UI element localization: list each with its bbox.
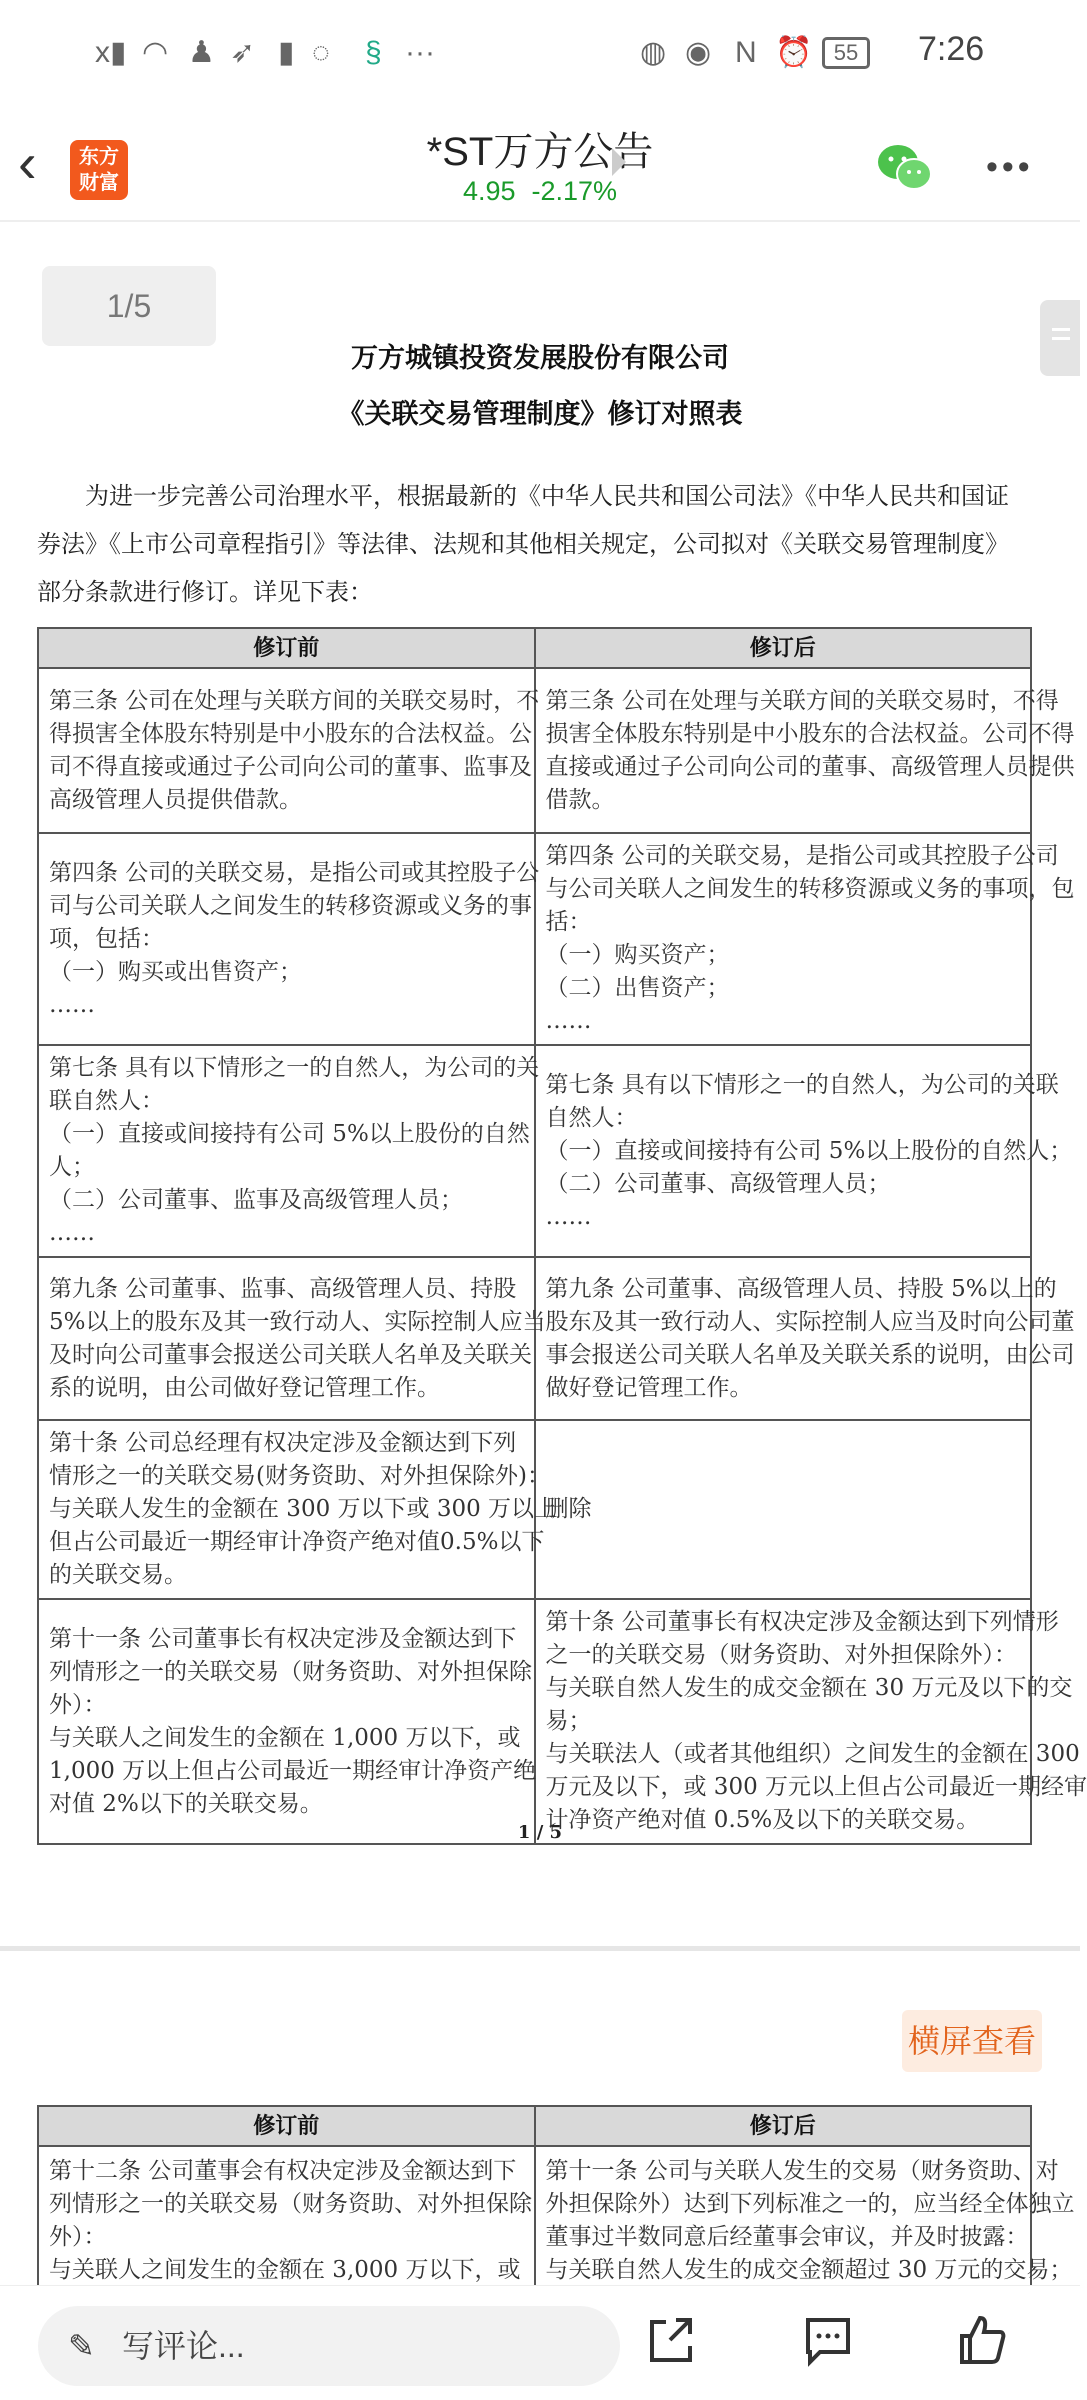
intro-paragraph (37, 472, 1037, 616)
qq-icon: ♟ (188, 36, 215, 69)
cell-before (38, 833, 540, 1045)
cell-line: 之一的关联交易（财务资助、对外担保除外）： (545, 1642, 1017, 1668)
cell-line: （二）公司董事、监事及高级管理人员； (49, 1187, 463, 1213)
cell-line: 第十二条 公司董事会有权决定涉及金额达到下 (49, 2158, 517, 2184)
cell-line: 与关联自然人发生的成交金额在 30 万元及以下的交 (545, 1675, 1073, 1701)
cell-line: 自然人： (545, 1104, 638, 1131)
cell-line: 计净资产绝对值 0.5%及以下的关联交易。 (545, 1807, 980, 1833)
paragraph-line: 部分条款进行修订。详见下表： (37, 578, 373, 606)
cell-line: 外）： (49, 1691, 107, 1718)
chat-icon: ◌ (312, 36, 330, 69)
cell-before (38, 1599, 535, 1844)
cell-line: （一）购买或出售资产； (49, 958, 302, 985)
page-title[interactable]: *ST万方公告 (426, 130, 654, 174)
thumbs-up-icon[interactable] (956, 2314, 1008, 2366)
cell-line: 情形之一的关联交易(财务资助、对外担保除外)： (49, 1463, 550, 1489)
cell-line: 括： (545, 909, 592, 935)
paragraph-line: 券法》《上市公司章程指引》等法律、法规和其他相关规定，公司拟对《关联交易管理制度》 (37, 530, 1009, 558)
bottom-bar (0, 2285, 1080, 2400)
comment-input[interactable] (38, 2306, 620, 2386)
cell-line: 第十条 公司总经理有权决定涉及金额达到下列 (49, 1430, 517, 1456)
table-row (38, 1420, 1031, 1599)
cell-line: 事会报送公司关联人名单及关联关系的说明，由公司 (545, 1341, 1075, 1368)
china-mobile-icon: § (365, 36, 382, 69)
cell-line: 人； (49, 1154, 95, 1180)
cell-line: 第七条 具有以下情形之一的自然人，为公司的关联 (545, 1071, 1059, 1098)
cell-line: 第四条 公司的关联交易，是指公司或其控股子公司 (545, 843, 1059, 869)
chevron-right-icon[interactable] (612, 148, 626, 176)
cell-line: 系的说明，由公司做好登记管理工作。 (49, 1374, 440, 1401)
cell-line: （二）出售资产； (545, 975, 730, 1001)
page-separator (0, 1946, 1080, 1951)
cell-line: 股东及其一致行动人、实际控制人应当及时向公司董 (545, 1308, 1075, 1335)
cell-line: 高级管理人员提供借款。 (49, 786, 302, 813)
stock-price: 4.95 (462, 176, 516, 206)
wifi-icon: ◠ (142, 36, 169, 69)
cell-line: 得损害全体股东特别是中小股东的合法权益。公 (49, 720, 532, 747)
stock-change: -2.17% (531, 176, 618, 206)
cell-line: 列情形之一的关联交易（财务资助、对外担保除 (49, 2191, 532, 2217)
document-subtitle: 《关联交易管理制度》修订对照表 (337, 399, 743, 430)
battery-level: 55 (833, 40, 859, 65)
column-header: 修订后 (535, 628, 1032, 668)
cell-line: 的关联交易。 (49, 1562, 187, 1588)
cell-line: （一）购买资产； (545, 942, 730, 968)
cell-before (38, 1420, 558, 1599)
cell-line: 万元及以下，或 300 万元以上但占公司最近一期经审 (545, 1774, 1087, 1800)
comment-placeholder: 写评论... (122, 2328, 245, 2364)
cell-line: 项，包括： (49, 925, 164, 952)
cell-line: 但占公司最近一期经审计净资产绝对值0.5%以下 (49, 1529, 545, 1555)
cell-line: 第十一条 公司与关联人发生的交易（财务资助、对 (545, 2158, 1059, 2184)
more-dots-icon: ··· (405, 36, 435, 69)
cell-before (38, 1257, 546, 1420)
cell-line: 第九条 公司董事、监事、高级管理人员、持股 (49, 1275, 517, 1302)
cell-line: 直接或通过子公司向公司的董事、高级管理人员提供 (545, 753, 1075, 780)
no-signal-icon: x▮ (95, 36, 127, 69)
eye-icon: ◉ (685, 36, 712, 69)
cell-line: （二）公司董事、高级管理人员； (545, 1170, 891, 1197)
page-footer: 1 / 5 (517, 1822, 563, 1843)
cell-line: 与关联人之间发生的金额在 1,000 万以下，或 (49, 1724, 521, 1751)
wechat-share-icon[interactable] (876, 142, 934, 192)
table-row (38, 1599, 1031, 1844)
clock: 7:26 (918, 30, 985, 68)
status-bar (0, 0, 1080, 100)
cell-line: 外担保除外）达到下列标准之一的，应当经全体独立 (545, 2191, 1075, 2217)
pen-icon: ✎ (68, 2328, 95, 2364)
cell-line: 易； (545, 1708, 592, 1734)
cell-line: 与关联自然人发生的成交金额超过 30 万元的交易； (545, 2257, 1073, 2283)
cell-line: 第四条 公司的关联交易，是指公司或其控股子公 (49, 859, 540, 886)
cell-line: 司不得直接或通过子公司向公司的董事、监事及 (49, 753, 532, 780)
cell-line: 删除 (545, 1496, 592, 1522)
cell-line: 第十一条 公司董事长有权决定涉及金额达到下 (49, 1625, 517, 1652)
cell-line: 损害全体股东特别是中小股东的合法权益。公司不得 (545, 720, 1075, 747)
cell-line: 董事过半数同意后经董事会审议，并及时披露： (545, 2224, 1029, 2250)
cell-line: 5%以上的股东及其一致行动人、实际控制人应当 (49, 1308, 546, 1335)
data-saver-icon: ◍ (640, 36, 667, 69)
comparison-table-page2 (37, 2105, 1075, 2297)
feather-icon: ➶ (230, 36, 256, 69)
comment-icon[interactable] (802, 2314, 854, 2366)
cell-line: 及时向公司董事会报送公司关联人名单及关联关 (49, 1341, 532, 1368)
battery-alert-icon: ▮ (278, 36, 295, 69)
cell-line: 列情形之一的关联交易（财务资助、对外担保除 (49, 1658, 532, 1685)
cell-line: 1,000 万以上但占公司最近一期经审计净资产绝 (49, 1757, 537, 1784)
cell-before (38, 668, 540, 833)
cell-after (535, 833, 1075, 1045)
cell-after (535, 668, 1075, 833)
back-button[interactable]: ‹ (18, 131, 37, 194)
comparison-table (37, 627, 1087, 1845)
table-row (38, 1045, 1031, 1257)
page-indicator: 1/5 (42, 266, 216, 346)
cell-line: …… (49, 1220, 95, 1246)
cell-line: …… (545, 1203, 592, 1230)
document-title: 万方城镇投资发展股份有限公司 (351, 343, 729, 374)
logo-text: 东方 (79, 146, 119, 168)
logo-text: 财富 (79, 172, 119, 194)
cell-line: …… (49, 991, 95, 1018)
nfc-icon: N (735, 36, 757, 69)
cell-line: 与关联人之间发生的金额在 3,000 万以下，或 (49, 2257, 521, 2283)
table-row (38, 1257, 1031, 1420)
cell-line: （一）直接或间接持有公司 5%以上股份的自然人； (545, 1137, 1073, 1164)
table-header-row (38, 628, 1031, 668)
cell-after (535, 1599, 1087, 1844)
cell-line: 司与公司关联人之间发生的转移资源或义务的事 (49, 892, 532, 919)
cell-after (535, 1257, 1075, 1420)
app-header (0, 100, 1080, 222)
cell-line: 做好登记管理工作。 (545, 1374, 753, 1401)
cell-line: 第九条 公司董事、高级管理人员、持股 5%以上的 (545, 1275, 1057, 1302)
column-header: 修订前 (38, 628, 535, 668)
battery-icon (822, 37, 870, 69)
alarm-icon: ⏰ (775, 36, 813, 69)
share-icon[interactable] (646, 2314, 698, 2366)
cell-before (38, 1045, 540, 1257)
cell-line: 对值 2%以下的关联交易。 (49, 1790, 323, 1817)
cell-line: （一）直接或间接持有公司 5%以上股份的自然 (49, 1121, 530, 1147)
cell-line: 借款。 (545, 786, 615, 813)
more-menu-button[interactable]: ••• (986, 148, 1034, 186)
cell-line: 与关联人发生的金额在 300 万以下或 300 万以上 (49, 1496, 558, 1522)
cell-line: …… (545, 1008, 592, 1034)
column-header: 修订前 (38, 2106, 535, 2146)
cell-line: 第三条 公司在处理与关联方间的关联交易时，不得 (545, 687, 1059, 714)
cell-after (535, 1045, 1073, 1257)
cell-line: 外）： (49, 2224, 107, 2250)
column-header: 修订后 (535, 2106, 1032, 2146)
cell-line: 第七条 具有以下情形之一的自然人，为公司的关 (49, 1055, 540, 1081)
cell-line: 联自然人： (49, 1088, 164, 1114)
table-row (38, 668, 1031, 833)
cell-line: 与关联法人（或者其他组织）之间发生的金额在 300 (545, 1741, 1080, 1767)
table-header-row (38, 2106, 1031, 2146)
cell-line: 第三条 公司在处理与关联方间的关联交易时，不 (49, 687, 540, 714)
table-row (38, 833, 1031, 1045)
cell-after (535, 2146, 1075, 2296)
paragraph-line: 为进一步完善公司治理水平，根据最新的《中华人民共和国公司法》《中华人民共和国证 (37, 482, 1009, 510)
cell-before (38, 2146, 535, 2296)
cell-line: 第十条 公司董事长有权决定涉及金额达到下列情形 (545, 1609, 1059, 1635)
cell-line: 与公司关联人之间发生的转移资源或义务的事项，包 (545, 876, 1075, 902)
table-row (38, 2146, 1031, 2296)
cell-after (535, 1420, 1032, 1599)
landscape-view-button[interactable]: 横屏查看 (902, 2010, 1042, 2072)
